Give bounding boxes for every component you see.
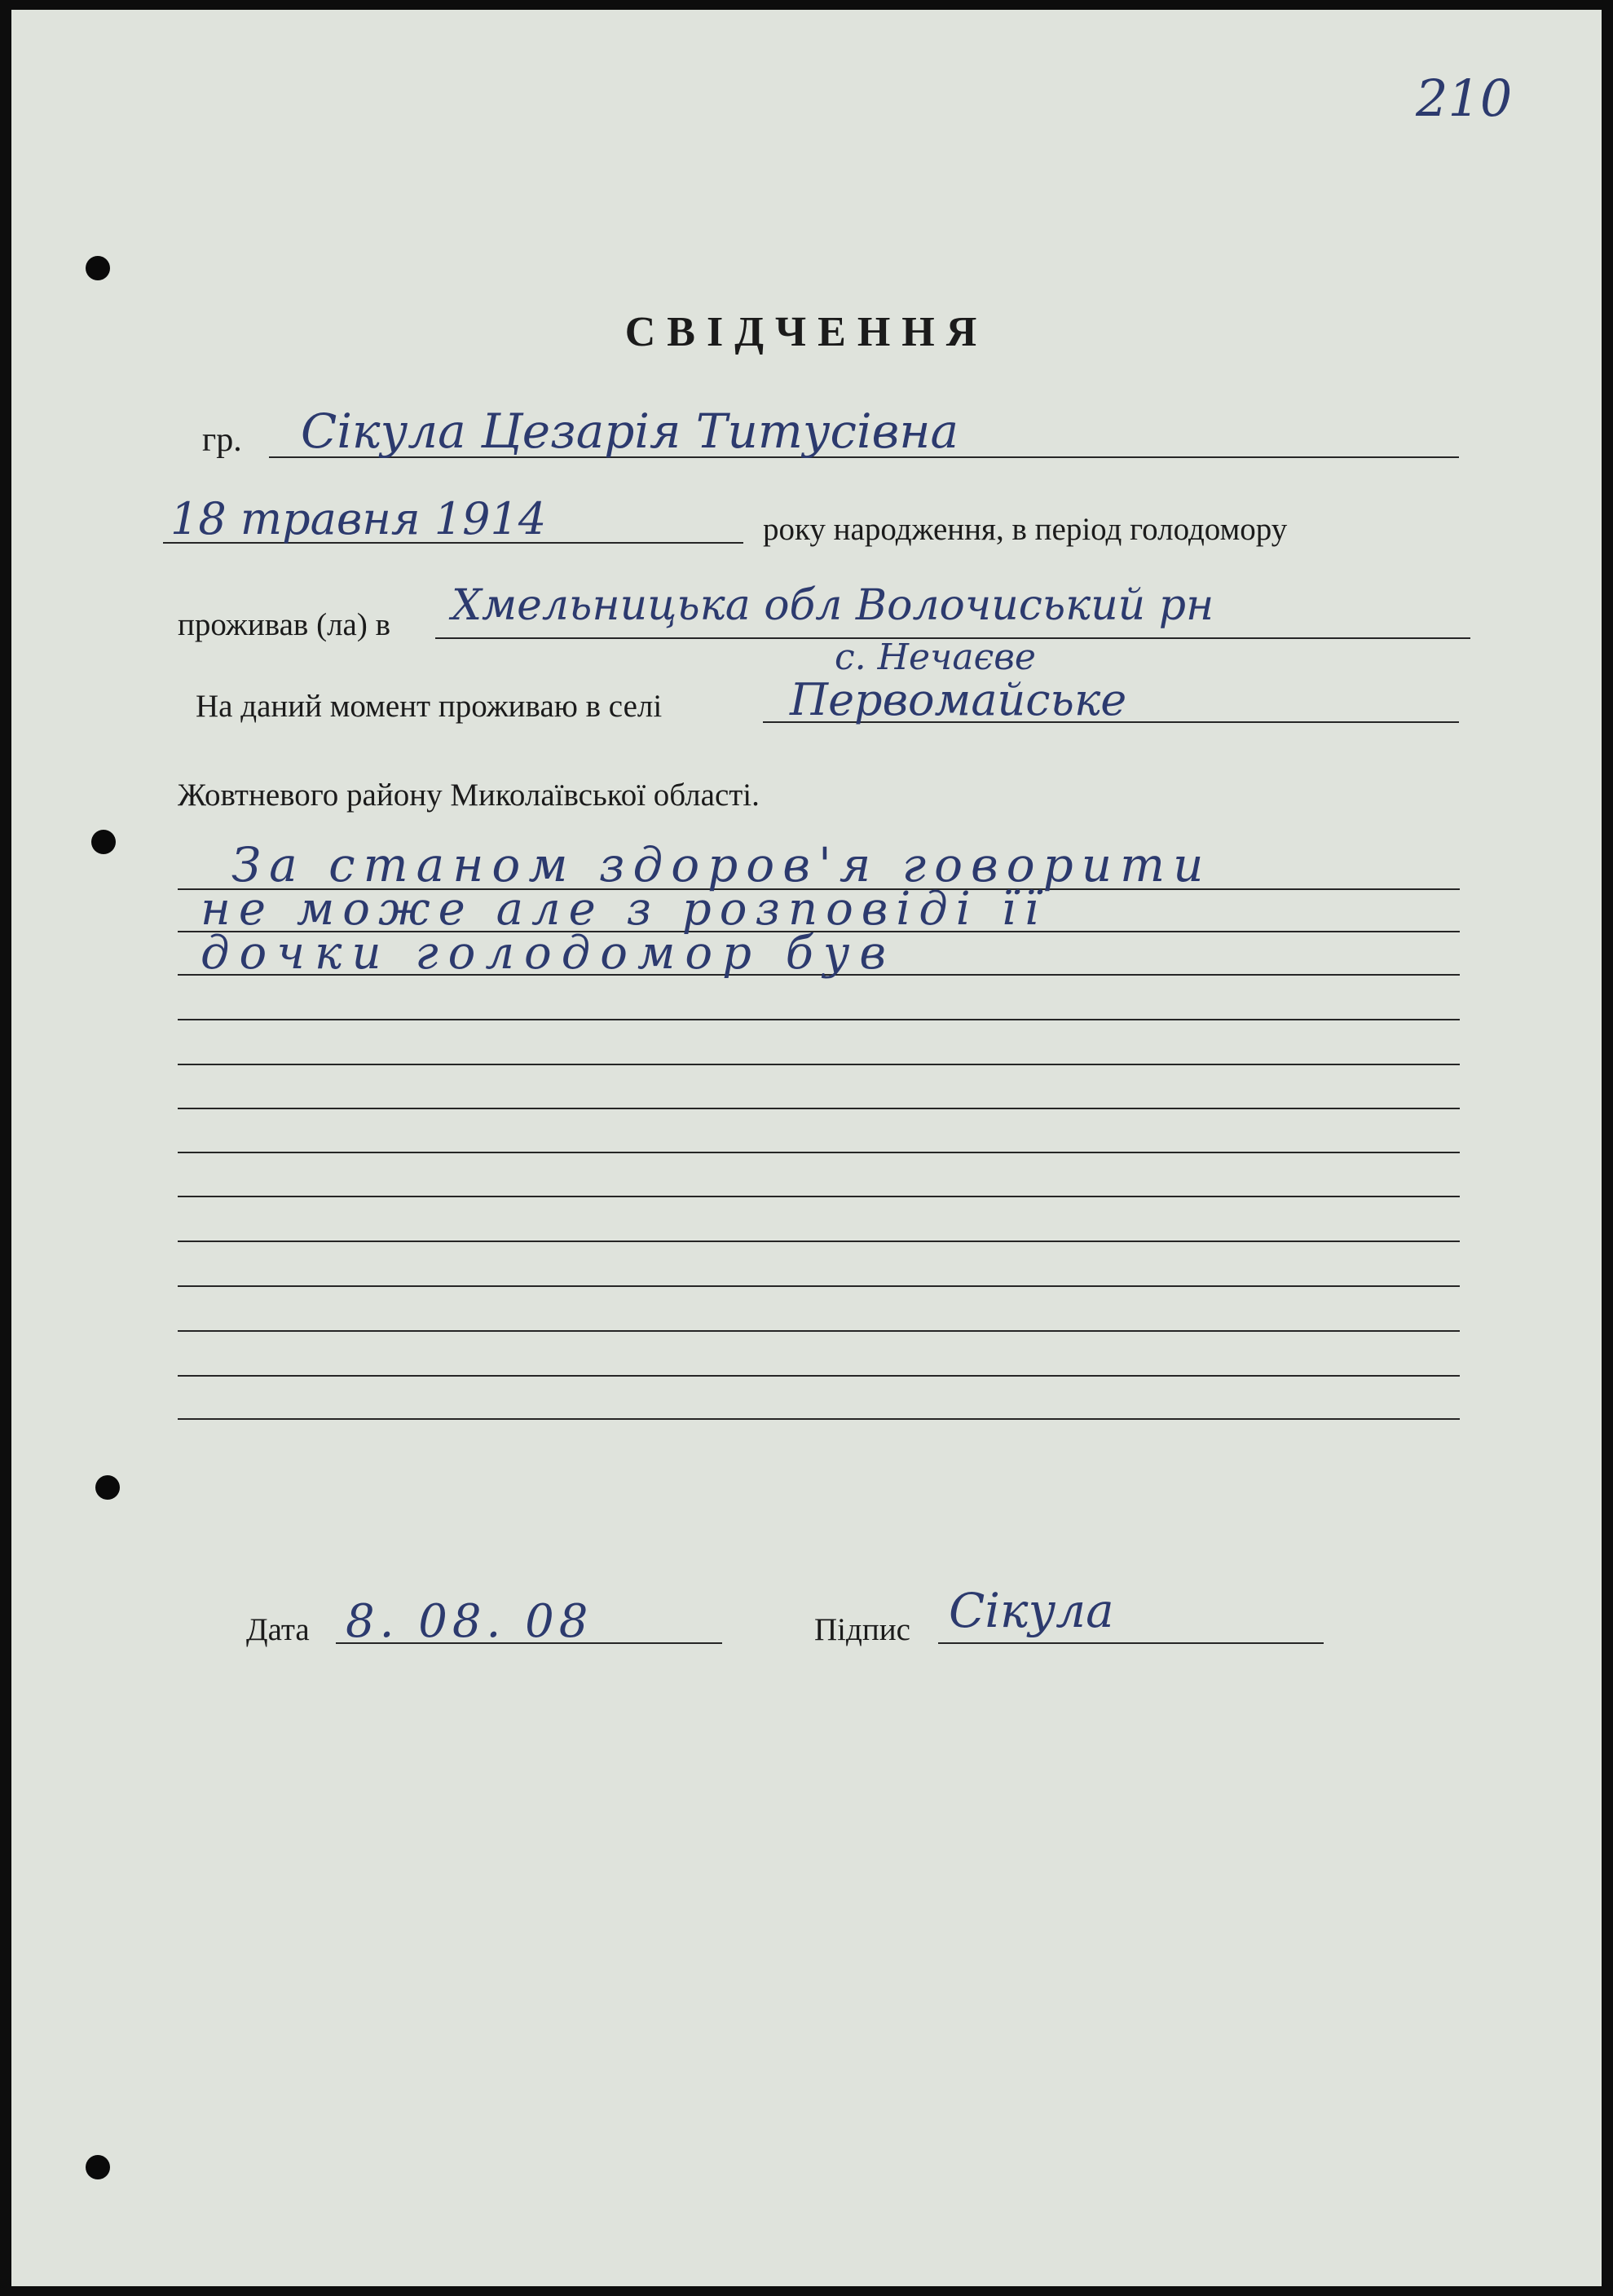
punch-hole [86, 2155, 110, 2179]
lived-label: проживав (ла) в [178, 607, 391, 642]
date-label: Дата [246, 1612, 310, 1647]
punch-hole [86, 256, 110, 280]
punch-hole [91, 830, 116, 854]
testimony-line [178, 1418, 1460, 1420]
testimony-line [178, 1064, 1460, 1065]
citizen-label: гр. [202, 421, 242, 459]
district-text: Жовтневого району Миколаївської області. [178, 778, 760, 813]
document-title: СВІДЧЕННЯ [624, 309, 989, 355]
signature-line [938, 1642, 1324, 1644]
current-label: На даний момент проживаю в селі [196, 689, 663, 724]
testimony-line [178, 1375, 1460, 1377]
lived-value: Хмельницька обл Волочиський рн [452, 581, 1214, 630]
birth-text: року народження, в період голодомору [763, 512, 1288, 547]
testimony-line [178, 1019, 1460, 1020]
signature: Сікула [949, 1583, 1114, 1638]
birth-date: 18 травня 1914 [170, 493, 547, 544]
date-value: 8. 08. 08 [346, 1595, 593, 1648]
testimony-line [178, 1196, 1460, 1197]
testimony-text: За станом здоров'я говорити [231, 837, 1212, 892]
punch-hole [95, 1475, 120, 1500]
testimony-line [178, 1241, 1460, 1242]
current-village: Первомайське [790, 674, 1127, 725]
village-old: с. Нечаєве [835, 637, 1036, 678]
page-number: 210 [1416, 68, 1513, 128]
document-sheet [11, 10, 1602, 2286]
testimony-line [178, 1152, 1460, 1153]
testimony-text: дочки голодомор був [201, 927, 896, 980]
testimony-line [178, 1285, 1460, 1287]
testimony-text: не може але з розповіді її [201, 883, 1047, 936]
testimony-line [178, 1330, 1460, 1332]
citizen-name: Сікула Цезарія Титусівна [301, 403, 959, 459]
testimony-line [178, 1108, 1460, 1109]
signature-label: Підпис [814, 1612, 910, 1647]
